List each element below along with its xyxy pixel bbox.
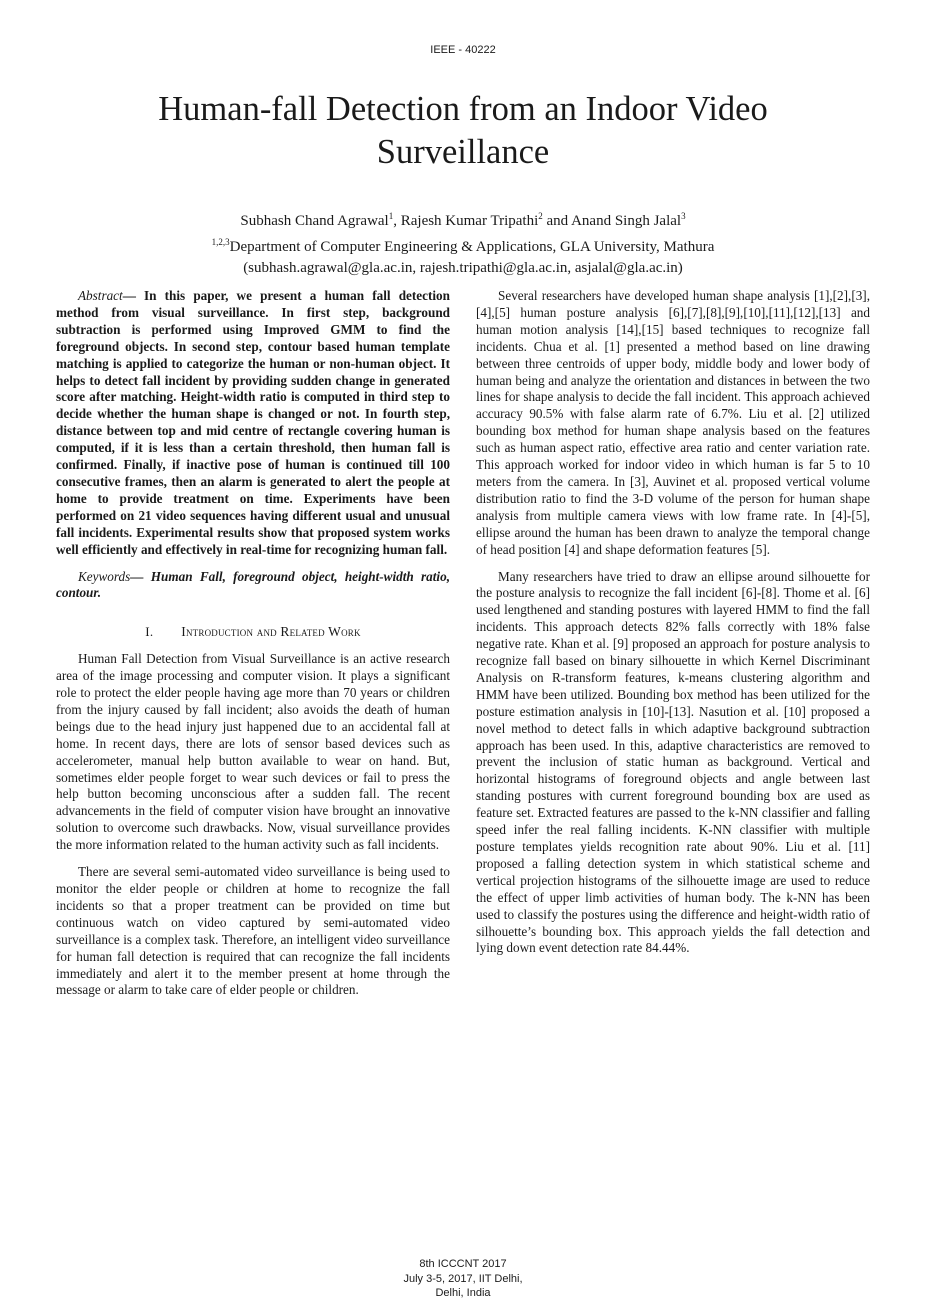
keywords-label: Keywords xyxy=(78,568,131,584)
section-title: Introduction and Related Work xyxy=(181,624,361,640)
abstract-text: — In this paper, we present a human fall detection method from visual surveillance. In first step, background subtraction is performed using Improved GMM to find the foreground objects. In second step, contour based human template matching is applied to categorize the human or non-human object. It helps to detect fall incident by providing sudden change in generated score after matching. Height-width ratio is computed in third step to decide whether the human shape is changed or not. In fourth step, distance between top and mid centre of rectangle covering human is computed, if it is less than a certain threshold, then human fall is confirmed. Finally, if inactive pose of human is continued till 100 consecutive frames, then an alarm is generated to alert the people at home to provide treatment on time. Experiments have been performed on 21 video sequences having different usual and unusual fall incidents. Experimental results show that proposed system works well efficiently and effectively in real-time for recognizing human fall. xyxy=(56,288,450,557)
left-column xyxy=(56,288,450,1009)
conference-footer xyxy=(0,1257,926,1301)
author-2: Rajesh Kumar Tripathi xyxy=(400,213,539,229)
author-names xyxy=(0,206,926,232)
section-number: I. xyxy=(145,624,154,640)
abstract-label: Abstract xyxy=(78,288,123,303)
body-paragraph: Many researchers have tried to draw an ellipse around silhouette for the posture analysis to recognize the fall incident [6]-[8]. Thome et al. [6] used lengthened and standing postures with layered HMM to find the fall incidents. This approach detects 82% falls correctly with 18% false negative rate. Khan et al. [9] proposed an approach for posture analysis to recognize fall based on binary silhouette in which Kernel Discriminant Analysis on R-transform features, k-means clustering algorithm and HMM have been utilized. Bounding box method has been utilized for the posture estimation analysis in [10]-[13]. Nasution et al. [10] proposed a novel method to detect falls in which adaptive background subtraction approach has been used. In this, adaptive characteristics are removed to prevent the inclusion of static human as background. Vertical and horizontal histograms of foreground objects and angle between last standing postures with current foreground bounding box are used as feature set. Extracted features are passed to the k-NN classifier and falling speed infer the real falling incidents. K-NN classifier with multiple posture templates yields recognition rate about 90%. Liu et al. [11] proposed a falling detection system in which statistical scheme and vertical projection histograms of the silhouette image are used to reduce the effect of upper limb activities of human body. The k-NN has been used to classify the postures using the difference and height-width ratio of silhouette’s bounding box. This approach yields the fall detection and lying down event detection rate 84.44%. xyxy=(476,568,870,956)
author-3-sup: 3 xyxy=(681,211,686,221)
author-1-sup: 1 xyxy=(388,211,394,221)
keywords-text: — Human Fall, foreground object, height-width ratio, contour. xyxy=(56,568,450,601)
keywords xyxy=(56,569,450,603)
author-3: Anand Singh Jalal xyxy=(571,213,682,229)
section-heading xyxy=(56,624,450,641)
body-paragraph: There are several semi-automated video surveillance is being used to monitor the elder people or children at home to recognize the fall incidents so that a proper treatment can be provided on time but continuous watch on video captured by semi-automated video surveillance is a complex task. Therefore, an intelligent video surveillance for human fall detection is required that can recognize the fall incidents immediately and alert it to the member present at home through the message or alarm to take care of elder people or children. xyxy=(56,864,450,998)
body-paragraph: Several researchers have developed human shape analysis [1],[2],[3],[4],[5] human posture analysis [6],[7],[8],[9],[10],[11],[12],[13] and human motion analysis [14],[15] based techniques to recognize fall incidents. Chua et al. [1] presented a method based on line drawing between three centroids of upper body, middle body and lower body of human being and analyze the orientation and distances in between the two lines for shape analysis to decide the fall incident. This approach achieved accuracy 90.5% with false alarm rate of 6.7%. Liu et al. [2] utilized bounding box method for human shape analysis based on the features such as human aspect ratio, effective area ratio and center variation rate. This approach worked for indoor video in which human is far 5 to 10 meters from the camera. In [3], Auvinet et al. proposed vertical volume distribution ratio to find the 3-D volume of the person for human shape analysis from multiple camera views with low frame rate. In [4]-[5], ellipse around the human has been drawn to analyze the temporal change of head position [4] and shape deformation features [5]. xyxy=(476,288,870,557)
author-separator: and xyxy=(542,213,572,229)
footer-line: July 3-5, 2017, IIT Delhi, xyxy=(403,1272,523,1285)
abstract xyxy=(56,288,450,559)
author-2-sup: 2 xyxy=(538,211,543,221)
author-1: Subhash Chand Agrawal xyxy=(240,213,389,229)
footer-line: 8th ICCCNT 2017 xyxy=(419,1258,507,1270)
header-tag: IEEE - 40222 xyxy=(430,44,496,56)
right-column xyxy=(476,288,870,967)
affiliation-sup: 1,2,3 xyxy=(211,237,230,247)
body-paragraph: Human Fall Detection from Visual Surveillance is an active research area of the image processing and computer vision. It plays a significant role to protect the elder people having age more than 70 years or children from the injury caused by fall incident; also avoids the death of human beings due to the head injury just happened due to an accidental fall at home. In recent days, there are lots of sensor based devices such as accelerometer, manual help button available to wear on hand. But, sometimes elder people forget to wear such devices or fail to press the help button becoming unconscious after a sudden fall. The recent advancements in the field of computer vision have brought an innovative solution to overcome such drawbacks. Now, visual surveillance provides the more information related to the human activity such as fall incidents. xyxy=(56,651,450,853)
affiliation xyxy=(0,232,926,258)
author-emails: (subhash.agrawal@gla.ac.in, rajesh.tripathi@gla.ac.in, asjalal@gla.ac.in) xyxy=(243,260,683,276)
author-separator: , xyxy=(393,213,401,229)
footer-line: Delhi, India xyxy=(435,1287,491,1299)
paper-title: Human-fall Detection from an Indoor Video Surveillance xyxy=(158,90,768,171)
author-block xyxy=(0,206,926,279)
affiliation-text: Department of Computer Engineering & Applications, GLA University, Mathura xyxy=(229,239,715,255)
